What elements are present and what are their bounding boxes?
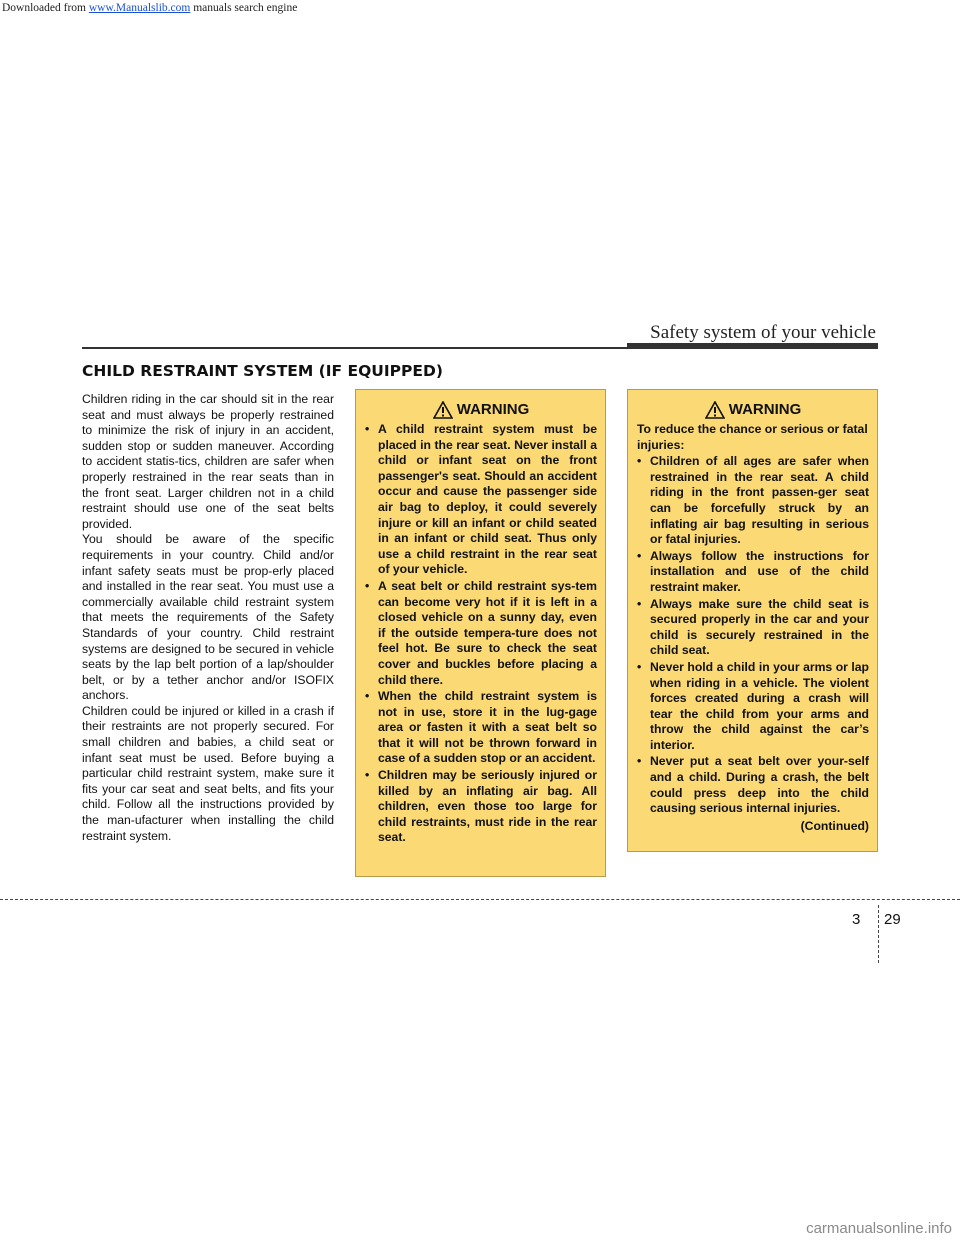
warning-item: • Children of all ages are safer when restrained in the rear seat. A child riding in the front passen-ger seat can be forcefully struck by an inflating air bag resulting in serious or fatal injuries. <box>637 454 869 547</box>
warning-item: • Always make sure the child seat is secured properly in the car and your child is securely restrained in the child seat. <box>637 596 869 658</box>
footer-rule <box>0 899 960 900</box>
warning-header <box>365 400 597 420</box>
warning-item: • Always follow the instructions for installation and use of the child restraint maker. <box>637 548 869 594</box>
body-paragraph: Children could be injured or killed in a crash if their restraints are not properly secured. For small children and babies, a child seat or infant seat must be used. Before buying a particular child restraint system, make sure it fits your car seat and seat belts, and fits your child. Follow all the instructions provided by the man-ufacturer when installing the child restraint system. <box>82 703 334 843</box>
download-banner <box>0 2 960 16</box>
header-rule-accent <box>627 343 878 349</box>
warning-header <box>637 400 869 420</box>
warning-box-left <box>355 389 606 877</box>
warning-item: • A child restraint system must be placed in the rear seat. Never install a child or infant seat on the front passenger's seat. Should an accident occur and cause the passenger side air bag to deploy, it could severely injure or kill an infant or child seated in an infant or child seat. Thus only use a child restraint in the rear seat of your vehicle. <box>365 422 597 577</box>
body-paragraph: You should be aware of the specific requirements in your country. Child and/or infant safety seats must be prop-erly placed and installed in the rear seat. You must use a commercially available child restraint system that meets the requirements of the Safety Standards of your country. Child restraint systems are designed to be secured in vehicle seats by the lap belt portion of a lap/shoulder belt, or by a tether anchor and/or ISOFIX anchors. <box>82 532 334 703</box>
manualslib-link[interactable]: www.Manualslib.com <box>88 2 191 14</box>
warning-title: WARNING <box>728 401 802 418</box>
page-number: 29 <box>884 911 901 928</box>
page-heading: CHILD RESTRAINT SYSTEM (IF EQUIPPED) <box>82 362 443 380</box>
banner-prefix: Downloaded from <box>2 2 89 14</box>
body-paragraph: Children riding in the car should sit in the rear seat and must always be properly restrained to minimize the risk of injury in an accident, sudden stop or sudden maneuver. According to accident statis-tics, children are safer when properly restrained in the rear seats than in the front seat. Larger children not in a child restraint should use one of the seat belts provided. <box>82 392 334 531</box>
warning-item: • Children may be seriously injured or killed by an inflating air bag. All children, even those too large for child restraints, must ride in the rear seat. <box>365 768 597 845</box>
warning-item: • When the child restraint system is not in use, store it in the lug-gage area or fasten it with a seat belt so that it will not be thrown forward in case of a sudden stop or an accident. <box>365 689 597 766</box>
banner-suffix: manuals search engine <box>190 2 298 14</box>
warning-item: • Never put a seat belt over your-self and a child. During a crash, the belt could press deep into the child causing serious internal injuries. <box>637 754 869 816</box>
warning-list <box>637 454 869 817</box>
continued-label: (Continued) <box>800 818 869 833</box>
warning-intro: To reduce the chance or serious or fatal injuries: <box>637 422 868 452</box>
section-title: Safety system of your vehicle <box>650 322 876 343</box>
warning-box-right <box>627 389 878 852</box>
warning-item: • Never hold a child in your arms or lap when riding in a vehicle. The violent forces created during a crash will tear the child from your arms and throw the child against the car’s interior. <box>637 659 869 752</box>
warning-item: • A seat belt or child restraint sys-tem can become very hot if it is left in a closed vehicle on a sunny day, even if the outside tempera-ture does not feel hot. Be sure to check the seat cover and buckles before placing a child there. <box>365 578 597 687</box>
page-divider <box>878 905 879 963</box>
warning-title: WARNING <box>456 401 530 418</box>
warning-triangle-icon <box>705 401 725 419</box>
watermark: carmanualsonline.info <box>806 1220 952 1237</box>
section-number: 3 <box>852 911 861 928</box>
body-text <box>82 392 334 844</box>
warning-triangle-icon <box>433 401 453 419</box>
warning-list <box>365 422 597 846</box>
